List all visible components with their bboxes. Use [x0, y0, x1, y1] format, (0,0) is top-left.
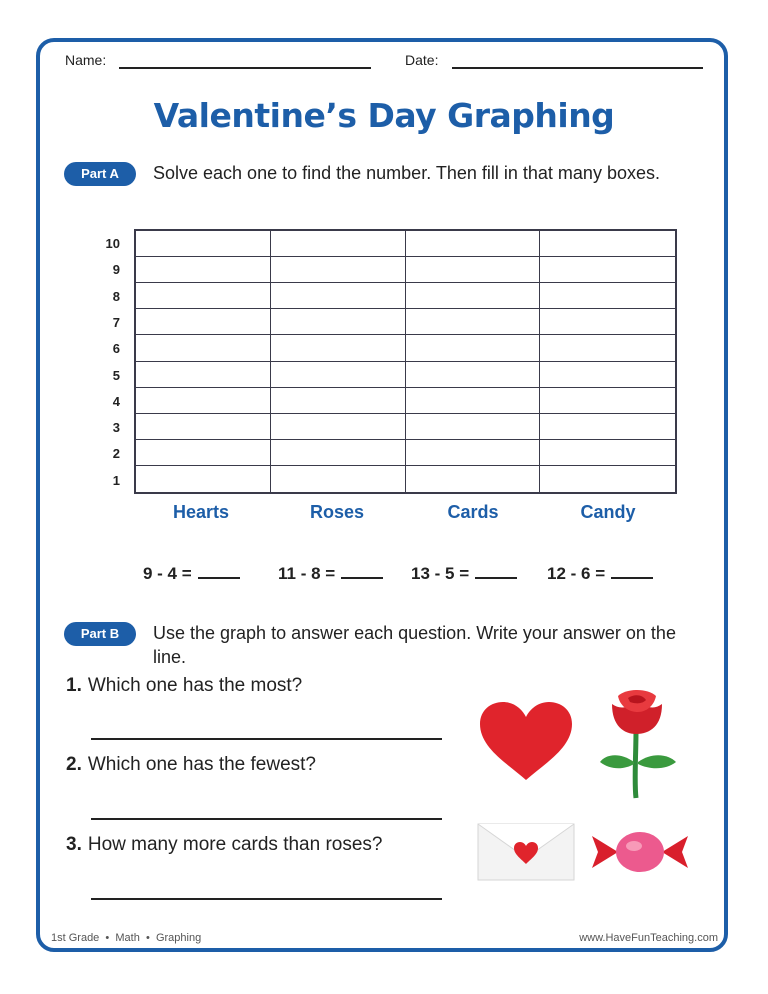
graph-cell[interactable] — [271, 257, 406, 283]
date-field[interactable] — [452, 67, 703, 69]
equation-2-answer[interactable] — [341, 563, 383, 579]
date-label: Date: — [405, 52, 439, 68]
part-a-instruction: Solve each one to find the number. Then fill in that many boxes. — [153, 163, 660, 183]
question-2: 2. Which one has the fewest? — [66, 754, 316, 775]
question-3: 3. How many more cards than roses? — [66, 834, 383, 855]
part-b-instruction: Use the graph to answer each question. Write your answer on the line. — [153, 623, 676, 667]
graph-cell[interactable] — [540, 309, 675, 335]
category-label-hearts: Hearts — [172, 502, 230, 522]
graph-cell[interactable] — [406, 440, 541, 466]
graph-cell[interactable] — [136, 335, 271, 361]
question-1: 1. Which one has the most? — [66, 675, 303, 696]
graph-cell[interactable] — [540, 388, 675, 414]
graph-cell[interactable] — [271, 466, 406, 492]
graph-cell[interactable] — [406, 388, 541, 414]
equation-1-answer[interactable] — [198, 563, 240, 579]
graph-cell[interactable] — [271, 414, 406, 440]
name-field[interactable] — [119, 67, 371, 69]
part-b-badge: Part B — [64, 622, 136, 646]
name-label: Name: — [65, 52, 107, 68]
graph-cell[interactable] — [406, 414, 541, 440]
graph-cell[interactable] — [271, 283, 406, 309]
graph-cell[interactable] — [271, 362, 406, 388]
y-axis-label: 1 — [112, 472, 120, 488]
graph-cell[interactable] — [406, 309, 541, 335]
graph-cell[interactable] — [136, 362, 271, 388]
graph-cell[interactable] — [406, 466, 541, 492]
candy-icon — [588, 828, 692, 876]
y-axis-label: 10 — [105, 236, 120, 251]
graph-cell[interactable] — [136, 440, 271, 466]
equation-3-answer[interactable] — [475, 563, 517, 579]
answer-line-2[interactable] — [91, 818, 442, 820]
graph-cell[interactable] — [136, 231, 271, 257]
envelope-icon — [476, 818, 576, 882]
equation-2: 11 - 8 = — [278, 563, 383, 584]
graph-cell[interactable] — [136, 257, 271, 283]
equation-1: 9 - 4 = — [143, 563, 240, 584]
graph-cell[interactable] — [136, 283, 271, 309]
graph-cell[interactable] — [271, 440, 406, 466]
bar-graph-grid[interactable] — [134, 229, 677, 494]
graph-cell[interactable] — [540, 335, 675, 361]
part-a-badge: Part A — [64, 162, 136, 186]
category-label-cards: Cards — [447, 502, 499, 522]
graph-cell[interactable] — [406, 231, 541, 257]
equation-4: 12 - 6 = — [547, 563, 653, 584]
graph-cell[interactable] — [540, 283, 675, 309]
y-axis-label: 6 — [112, 341, 120, 357]
graph-cell[interactable] — [271, 335, 406, 361]
graph-cell[interactable] — [540, 466, 675, 492]
graph-cell[interactable] — [540, 440, 675, 466]
y-axis-label: 9 — [112, 262, 120, 278]
y-axis-label: 7 — [112, 314, 120, 330]
graph-cell[interactable] — [271, 231, 406, 257]
graph-cell[interactable] — [136, 466, 271, 492]
graph-cell[interactable] — [136, 309, 271, 335]
category-label-roses: Roses — [309, 502, 365, 522]
graph-cell[interactable] — [406, 257, 541, 283]
graph-cell[interactable] — [136, 414, 271, 440]
graph-cell[interactable] — [271, 388, 406, 414]
equation-4-answer[interactable] — [611, 563, 653, 579]
y-axis-label: 8 — [112, 288, 120, 304]
graph-cell[interactable] — [271, 309, 406, 335]
equation-3: 13 - 5 = — [411, 563, 517, 584]
graph-cell[interactable] — [136, 388, 271, 414]
y-axis-label: 3 — [112, 420, 120, 436]
page-title: Valentine’s Day Graphing — [153, 96, 615, 135]
graph-cell[interactable] — [406, 362, 541, 388]
rose-icon — [596, 686, 680, 802]
graph-cell[interactable] — [540, 414, 675, 440]
graph-cell[interactable] — [540, 231, 675, 257]
graph-cell[interactable] — [540, 362, 675, 388]
footer-site: www.HaveFunTeaching.com — [579, 932, 718, 944]
y-axis-label: 4 — [112, 393, 120, 409]
answer-line-3[interactable] — [91, 898, 442, 900]
graph-cell[interactable] — [540, 257, 675, 283]
footer-tags: 1st Grade • Math • Graphing — [51, 932, 202, 944]
y-axis-label: 2 — [112, 446, 120, 462]
answer-line-1[interactable] — [91, 738, 442, 740]
graph-cell[interactable] — [406, 335, 541, 361]
category-label-candy: Candy — [580, 502, 636, 522]
y-axis-label: 5 — [112, 367, 120, 383]
heart-icon — [478, 700, 574, 782]
graph-cell[interactable] — [406, 283, 541, 309]
